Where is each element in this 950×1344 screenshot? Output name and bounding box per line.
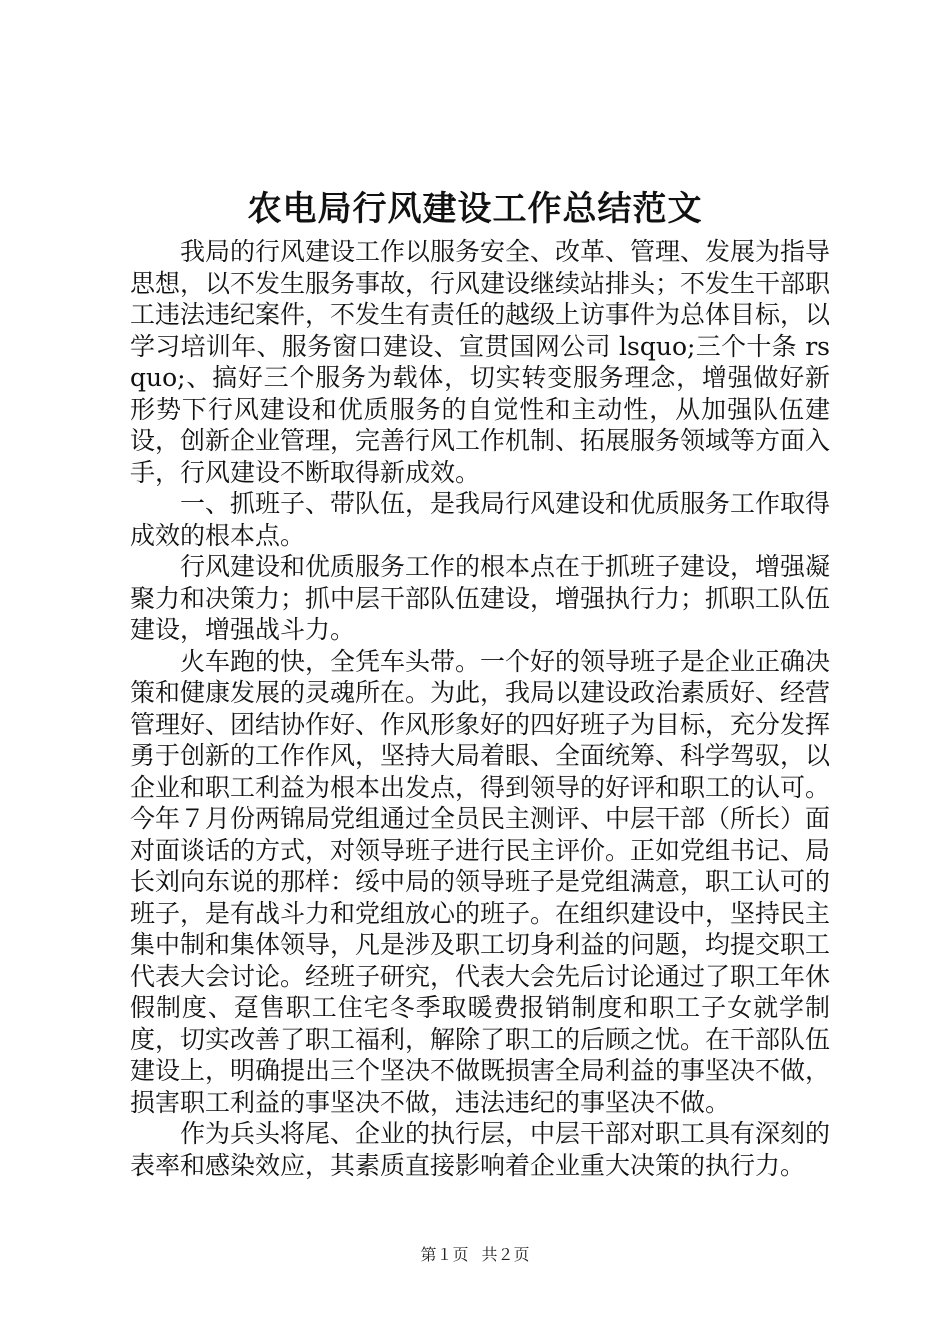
paragraph: 行风建设和优质服务工作的根本点在于抓班子建设，增强凝聚力和决策力；抓中层干部队伍建设，增强执行力；抓职工队伍建设，增强战斗力。 [130,552,831,644]
paragraph: 我局的行风建设工作以服务安全、改革、管理、发展为指导思想，以不发生服务事故，行风建设继续站排头；不发生干部职工违法违纪案件，不发生有责任的越级上访事件为总体目标，以学习培训年、服务窗口建设、宣贯国网公司 lsquo;三个十条 rsquo;、搞好三个服务为载体，切实转变服务理念，增强做好新形势下行风建设和优质服务的自觉性和主动性，从加强队伍建设，创新企业管理，完善行风工作机制、拓展服务领域等方面入手，行风建设不断取得新成效。 [130,237,831,487]
paragraph: 一、抓班子、带队伍，是我局行风建设和优质服务工作取得成效的根本点。 [130,489,831,550]
paragraph: 作为兵头将尾、企业的执行层，中层干部对职工具有深刻的表率和感染效应，其素质直接影响着企业重大决策的执行力。 [130,1119,831,1180]
document-body [130,236,830,1181]
page-footer [0,1243,950,1267]
document-title: 农电局行风建设工作总结范文 [247,189,703,229]
page-number: 第１页 [420,1245,469,1264]
paragraph: 火车跑的快，全凭车头带。一个好的领导班子是企业正确决策和健康发展的灵魂所在。为此，我局以建设政治素质好、经营管理好、团结协作好、作风形象好的四好班子为目标，充分发挥勇于创新的工作作风，坚持大局着眼、全面统筹、科学驾驭，以企业和职工利益为根本出发点，得到领导的好评和职工的认可。今年７月份两锦局党组通过全员民主测评、中层干部（所长）面对面谈话的方式，对领导班子进行民主评价。正如党组书记、局长刘向东说的那样：绥中局的领导班子是党组满意，职工认可的班子，是有战斗力和党组放心的班子。在组织建设中，坚持民主集中制和集体领导，凡是涉及职工切身利益的问题，均提交职工代表大会讨论。经班子研究，代表大会先后讨论通过了职工年休假制度、趸售职工住宅冬季取暖费报销制度和职工子女就学制度，切实改善了职工福利，解除了职工的后顾之忧。在干部队伍建设上，明确提出三个坚决不做既损害全局利益的事坚决不做，损害职工利益的事坚决不做，违法违纪的事坚决不做。 [130,646,831,1117]
page-total: 共２页 [481,1245,530,1264]
